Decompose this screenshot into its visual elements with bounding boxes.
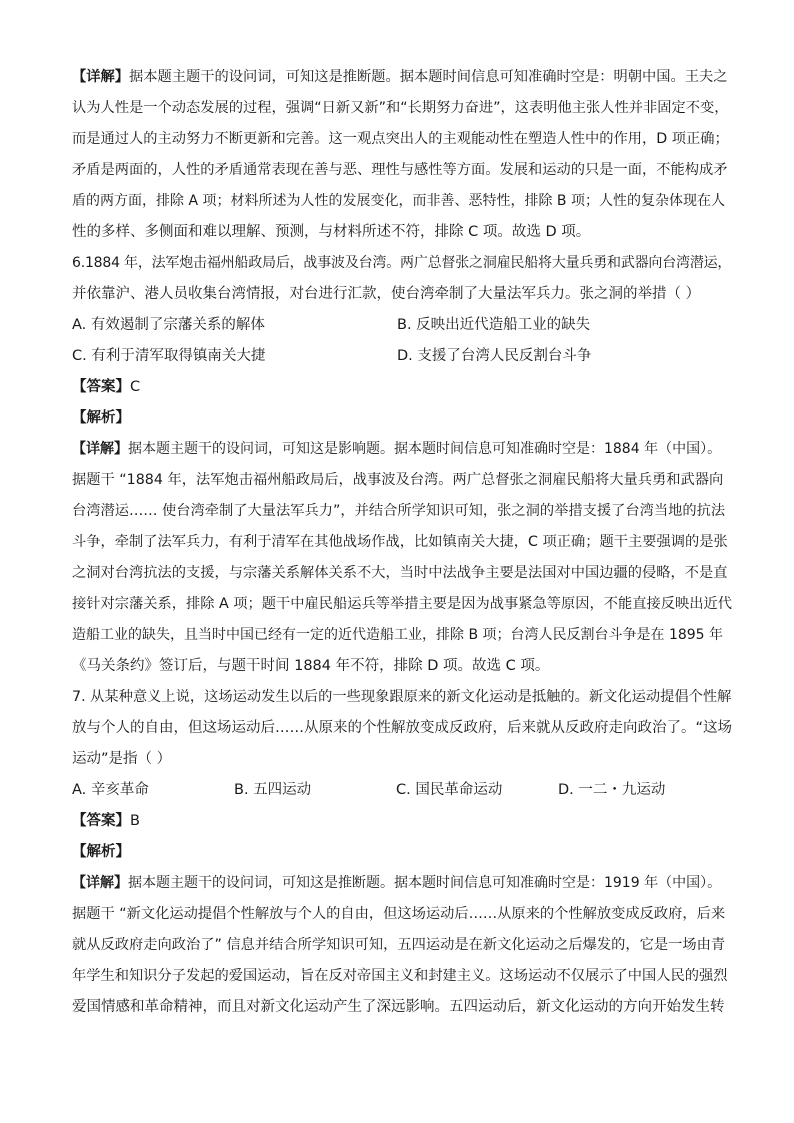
text-line: 【详解】据本题主题干的设问词，可知这是影响题。据本题时间信息可知准确时空是：1884 年（中国）。: [72, 441, 722, 457]
analysis-tag: 【解析】: [72, 410, 130, 426]
text-line: 台湾潜运…… 使台湾牵制了大量法军兵力”，并结合所学知识可知，张之洞的举措支援了台湾当地的抗法: [72, 503, 726, 519]
detail-tag: 【详解】: [72, 875, 128, 891]
answer-tag: 【答案】: [72, 379, 130, 395]
detail-tag: 【详解】: [72, 441, 128, 457]
question-7-stem: 运动”是指（ ）: [72, 751, 172, 767]
answer-tag: 【答案】: [72, 813, 130, 829]
question-6-stem: 并依靠沪、港人员收集台湾情报，对台进行汇款，使台湾牵制了大量法军兵力。张之洞的举措（ ）: [72, 286, 701, 302]
question-7-answer: [72, 806, 732, 837]
question-7-analysis: [72, 837, 732, 868]
text-line: 斗争，牵制了法军兵力，有利于清军在其他战场作战，比如镇南关大捷，C 项正确；题干主要强调的是张: [72, 534, 728, 550]
question-7-options-row: [72, 775, 732, 806]
text-line: 矛盾是两面的，人性的矛盾通常表现在善与恶、理性与感性等方面。发展和运动的只是一面，不能构成矛: [72, 162, 728, 178]
text-line: 认为人性是一个动态发展的过程，强调“日新又新”和“长期努力奋进”，这表明他主张人性并非固定不变，: [72, 100, 729, 116]
document-page: [72, 62, 732, 1023]
text-line: 盾的两方面，排除 A 项；材料所述为人性的发展变化，而非善、恶特性，排除 B 项；人性的复杂体现在人: [72, 193, 725, 209]
option-b: B. 五四运动: [234, 782, 312, 798]
option-a: A. 辛亥革命: [72, 782, 149, 798]
text-line: 而是通过人的主动努力不断更新和完善。这一观点突出人的主观能动性在塑造人性中的作用，D 项正确；: [72, 131, 729, 147]
text-line: 就从反政府走向政治了” 信息并结合所学知识可知，五四运动是在新文化运动之后爆发的，它是一场由青: [72, 937, 726, 953]
text-line: 据题干 “1884 年，法军炮击福州船政局后，战事波及台湾。两广总督张之洞雇民船将大量兵勇和武器向: [72, 472, 724, 488]
text-line: 【详解】据本题主题干的设问词，可知这是推断题。据本题时间信息可知准确时空是：1919 年（中国）。: [72, 875, 722, 891]
text-line: 造船工业的缺失，且当时中国已经有一定的近代造船工业，排除 B 项；台湾人民反割台斗争是在 1895 年: [72, 627, 724, 643]
option-a: A. 有效遏制了宗藩关系的解体: [72, 317, 265, 333]
question-7-stem: 放与个人的自由，但这场运动后……从原来的个性解放变成反政府，后来就从反政府走向政治了。“这场: [72, 720, 733, 736]
answer-value: B: [130, 813, 140, 829]
text-line: 之洞对台湾抗法的支援，与宗藩关系解体关系不大，当时中法战争主要是法国对中国边疆的侵略，不是直: [72, 565, 728, 581]
option-c: C. 有利于清军取得镇南关大捷: [72, 348, 266, 364]
detail-tag: 【详解】: [72, 69, 130, 85]
answer-value: C: [130, 379, 141, 395]
analysis-tag: 【解析】: [72, 844, 130, 860]
question-6-answer: [72, 372, 732, 403]
option-d: D. 一二・九运动: [558, 782, 666, 798]
text-line: 据题干 “新文化运动提倡个性解放与个人的自由，但这场运动后……从原来的个性解放变成反政府，后来: [72, 906, 726, 922]
text-line: 接针对宗藩关系，排除 A 项；题干中雇民船运兵等举措主要是因为战事紧急等原因，不能直接反映出近代: [72, 596, 733, 612]
text-line: 《马关条约》签订后，与题干时间 1884 年不符，排除 D 项。故选 C 项。: [72, 658, 550, 674]
question-6-stem: 6.1884 年，法军炮击福州船政局后，战事波及台湾。两广总督张之洞雇民船将大量兵勇和武器向台湾潜运，: [72, 255, 732, 271]
question-6-options-row: [72, 341, 732, 372]
option-d: D. 支援了台湾人民反割台斗争: [397, 348, 592, 364]
text-line: 性的多样、多侧面和难以理解、预测，与材料所述不符，排除 C 项。故选 D 项。: [72, 224, 591, 240]
option-c: C. 国民革命运动: [396, 782, 503, 798]
question-6-analysis: [72, 403, 732, 434]
text-line: 【详解】据本题主题干的设问词，可知这是推断题。据本题时间信息可知准确时空是：明朝中国。王夫之: [72, 69, 728, 85]
question-6-options-row: [72, 310, 732, 341]
text-line: 爱国情感和革命精神，而且对新文化运动产生了深远影响。五四运动后，新文化运动的方向开始发生转: [72, 999, 725, 1015]
question-7-stem: 7. 从某种意义上说，这场运动发生以后的一些现象跟原来的新文化运动是抵触的。新文化运动提倡个性解: [72, 689, 732, 705]
option-b: B. 反映出近代造船工业的缺失: [397, 317, 591, 333]
text-line: 年学生和知识分子发起的爱国运动，旨在反对帝国主义和封建主义。这场运动不仅展示了中国人民的强烈: [72, 968, 728, 984]
